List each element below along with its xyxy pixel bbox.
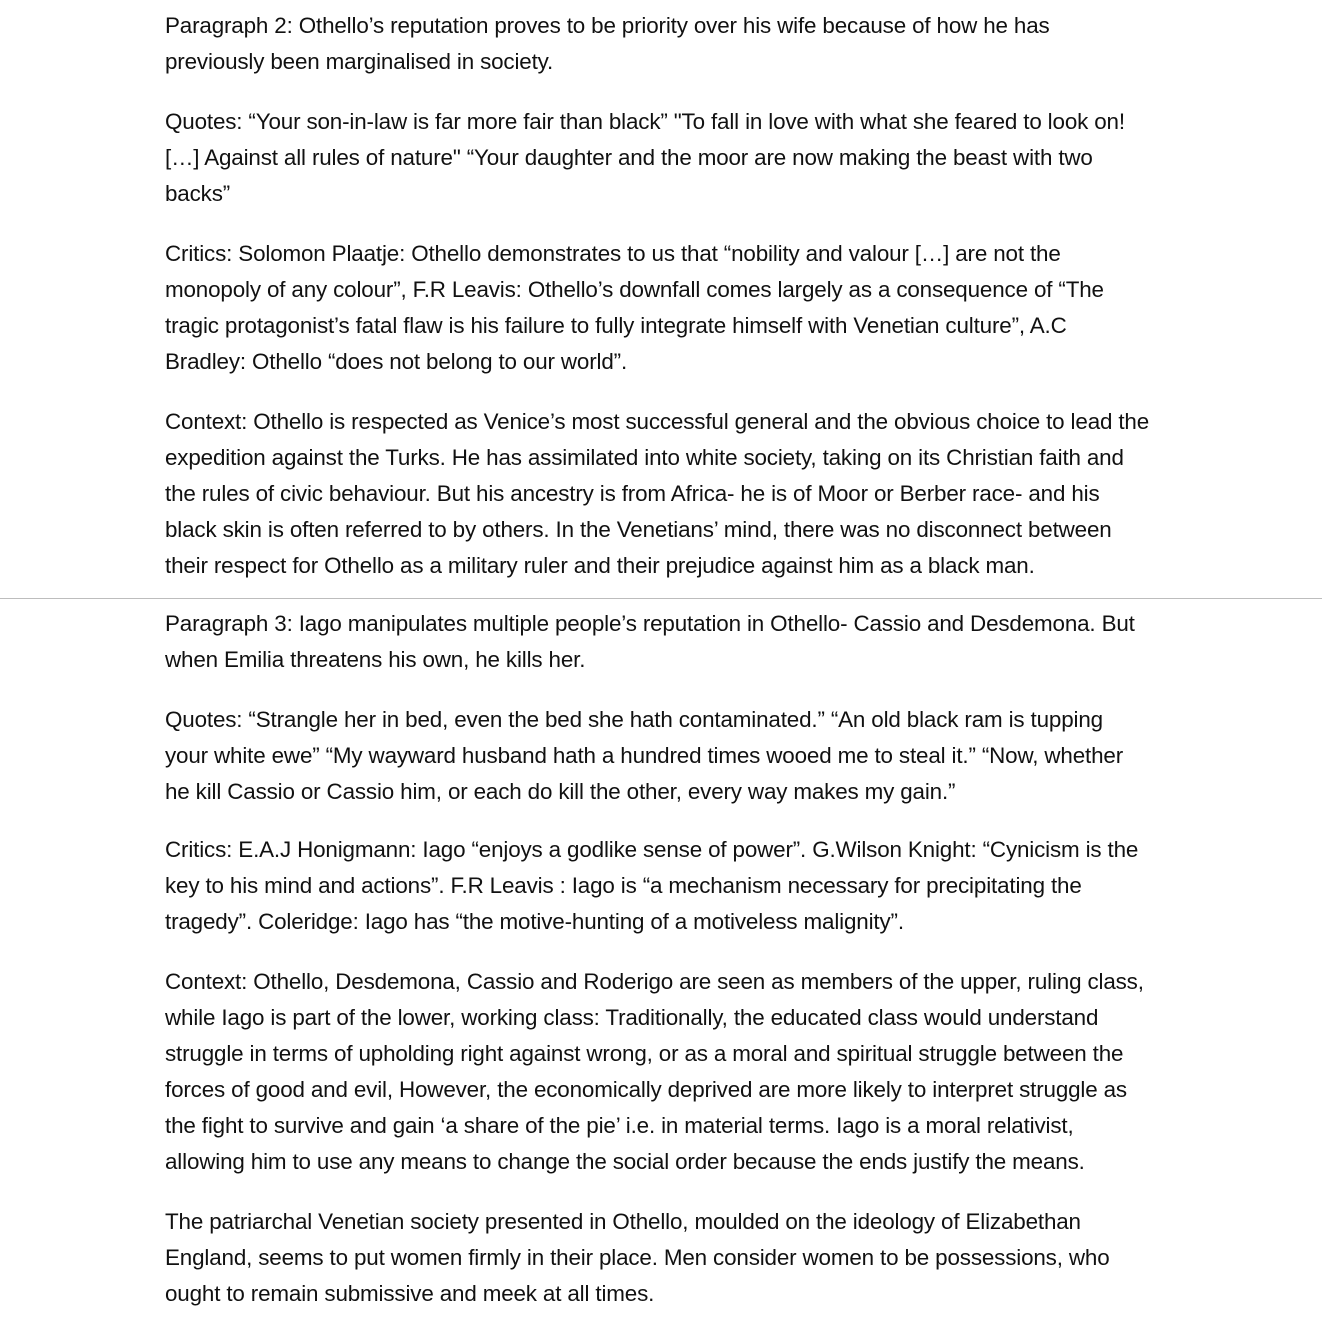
text-line: Critics: Solomon Plaatje: Othello demonstrates to us that “nobility and valour […] are not the <box>165 241 1061 266</box>
text-line: tragic protagonist’s fatal flaw is his failure to fully integrate himself with Venetian culture”, A.C <box>165 313 1067 338</box>
text-line: Paragraph 3: Iago manipulates multiple people’s reputation in Othello- Cassio and Desdemona. But <box>165 611 1135 636</box>
text-line: the rules of civic behaviour. But his ancestry is from Africa- he is of Moor or Berber race- and his <box>165 481 1100 506</box>
text-line: Bradley: Othello “does not belong to our world”. <box>165 349 628 374</box>
paragraph-3-heading <box>165 606 1225 678</box>
page-divider <box>0 598 1322 599</box>
text-line: allowing him to use any means to change the social order because the ends justify the means. <box>165 1149 1085 1174</box>
text-line: the fight to survive and gain ‘a share of the pie’ i.e. in material terms. Iago is a moral relativist, <box>165 1113 1074 1138</box>
paragraph-2-heading <box>165 8 1225 80</box>
text-line: while Iago is part of the lower, working class: Traditionally, the educated class would understand <box>165 1005 1099 1030</box>
paragraph-3-quotes <box>165 702 1225 810</box>
text-line: The patriarchal Venetian society presented in Othello, moulded on the ideology of Elizabethan <box>165 1209 1081 1234</box>
paragraph-2-context <box>165 404 1225 584</box>
text-line: he kill Cassio or Cassio him, or each do kill the other, every way makes my gain.” <box>165 779 956 804</box>
text-line: previously been marginalised in society. <box>165 49 554 74</box>
text-line: black skin is often referred to by others. In the Venetians’ mind, there was no disconnect between <box>165 517 1112 542</box>
text-line: tragedy”. Coleridge: Iago has “the motive-hunting of a motiveless malignity”. <box>165 909 904 934</box>
text-line: key to his mind and actions”. F.R Leavis : Iago is “a mechanism necessary for precipitating the <box>165 873 1082 898</box>
paragraph-3-context <box>165 964 1225 1180</box>
text-line: their respect for Othello as a military ruler and their prejudice against him as a black man. <box>165 553 1035 578</box>
text-line: expedition against the Turks. He has assimilated into white society, taking on its Christian faith and <box>165 445 1124 470</box>
page-section-top <box>0 0 1322 598</box>
text-line: Context: Othello, Desdemona, Cassio and Roderigo are seen as members of the upper, ruling class, <box>165 969 1144 994</box>
paragraph-3-patriarchy <box>165 1204 1225 1312</box>
text-line: Quotes: “Your son-in-law is far more fair than black” "To fall in love with what she feared to look on! <box>165 109 1125 134</box>
text-line: Paragraph 2: Othello’s reputation proves to be priority over his wife because of how he has <box>165 13 1050 38</box>
text-line: ought to remain submissive and meek at all times. <box>165 1281 655 1306</box>
paragraph-2-critics <box>165 236 1225 380</box>
text-line: Context: Othello is respected as Venice’s most successful general and the obvious choice to lead the <box>165 409 1150 434</box>
text-line: […] Against all rules of nature" “Your daughter and the moor are now making the beast with two <box>165 145 1093 170</box>
paragraph-3-critics <box>165 832 1225 940</box>
text-line: your white ewe” “My wayward husband hath a hundred times wooed me to steal it.” “Now, whether <box>165 743 1124 768</box>
text-line: struggle in terms of upholding right against wrong, or as a moral and spiritual struggle between the <box>165 1041 1124 1066</box>
page-section-bottom <box>0 600 1322 1330</box>
text-line: England, seems to put women firmly in their place. Men consider women to be possessions, who <box>165 1245 1110 1270</box>
text-line: monopoly of any colour”, F.R Leavis: Othello’s downfall comes largely as a consequence of “The <box>165 277 1104 302</box>
paragraph-2-quotes <box>165 104 1225 212</box>
text-line: when Emilia threatens his own, he kills her. <box>165 647 586 672</box>
text-line: forces of good and evil, However, the economically deprived are more likely to interpret struggle as <box>165 1077 1127 1102</box>
text-line: backs” <box>165 181 231 206</box>
text-line: Critics: E.A.J Honigmann: Iago “enjoys a godlike sense of power”. G.Wilson Knight: “Cynicism is the <box>165 837 1139 862</box>
text-line: Quotes: “Strangle her in bed, even the bed she hath contaminated.” “An old black ram is tupping <box>165 707 1103 732</box>
